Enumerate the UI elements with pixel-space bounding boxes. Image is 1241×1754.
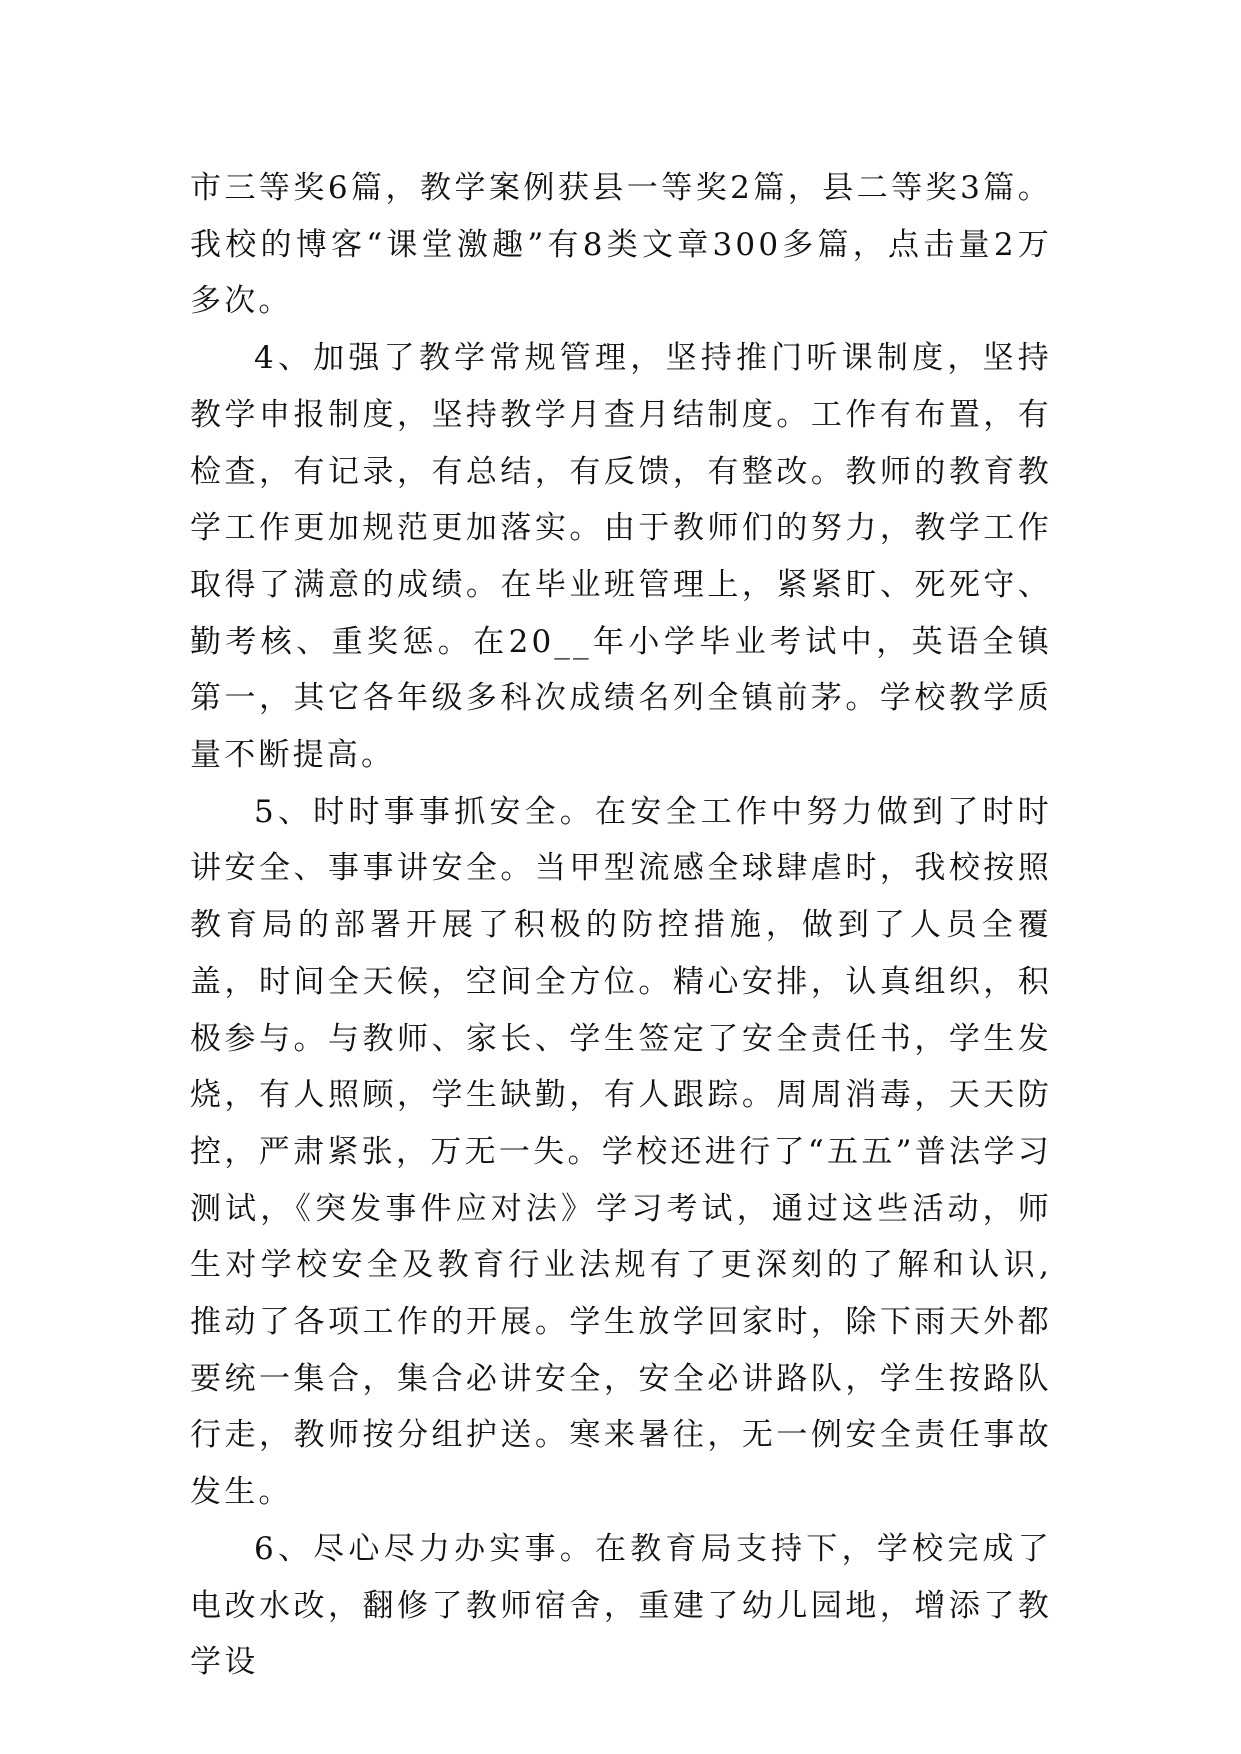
paragraph-safety: 5、时时事事抓安全。在安全工作中努力做到了时时讲安全、事事讲安全。当甲型流感全球肆虐时，我校按照教育局的部署开展了积极的防控措施，做到了人员全覆盖，时间全天候，空间全方位。精心安排，认真组织，积极参与。与教师、家长、学生签定了安全责任书，学生发烧，有人照顾，学生缺勤，有人跟踪。周周消毒，天天防控，严肃紧张，万无一失。学校还进行了“五五”普法学习测试，《突发事件应对法》学习考试，通过这些活动，师生对学校安全及教育行业法规有了更深刻的了解和认识,推动了各项工作的开展。学生放学回家时，除下雨天外都要统一集合，集合必讲安全，安全必讲路队，学生按路队行走，教师按分组护送。寒来暑往，无一例安全责任事故发生。 <box>190 793 1052 1511</box>
paragraph-teaching-management: 4、加强了教学常规管理，坚持推门听课制度，坚持教学申报制度，坚持教学月查月结制度。工作有布置，有检查，有记录，有总结，有反馈，有整改。教师的教育教学工作更加规范更加落实。由于教师们的努力，教学工作取得了满意的成绩。在毕业班管理上，紧紧盯、死死守、勤考核、重奖惩。在20__年小学毕业考试中，英语全镇第一，其它各年级多科次成绩名列全镇前茅。学校教学质量不断提高。 <box>190 340 1052 774</box>
document-body <box>190 160 1052 1691</box>
paragraph-continued: 市三等奖6篇，教学案例获县一等奖2篇，县二等奖3篇。我校的博客“课堂激趣”有8类文章300多篇，点击量2万多次。 <box>190 170 1052 320</box>
paragraph-practical-work: 6、尽心尽力办实事。在教育局支持下，学校完成了电改水改，翻修了教师宿舍，重建了幼儿园地，增添了教学设 <box>190 1530 1052 1681</box>
